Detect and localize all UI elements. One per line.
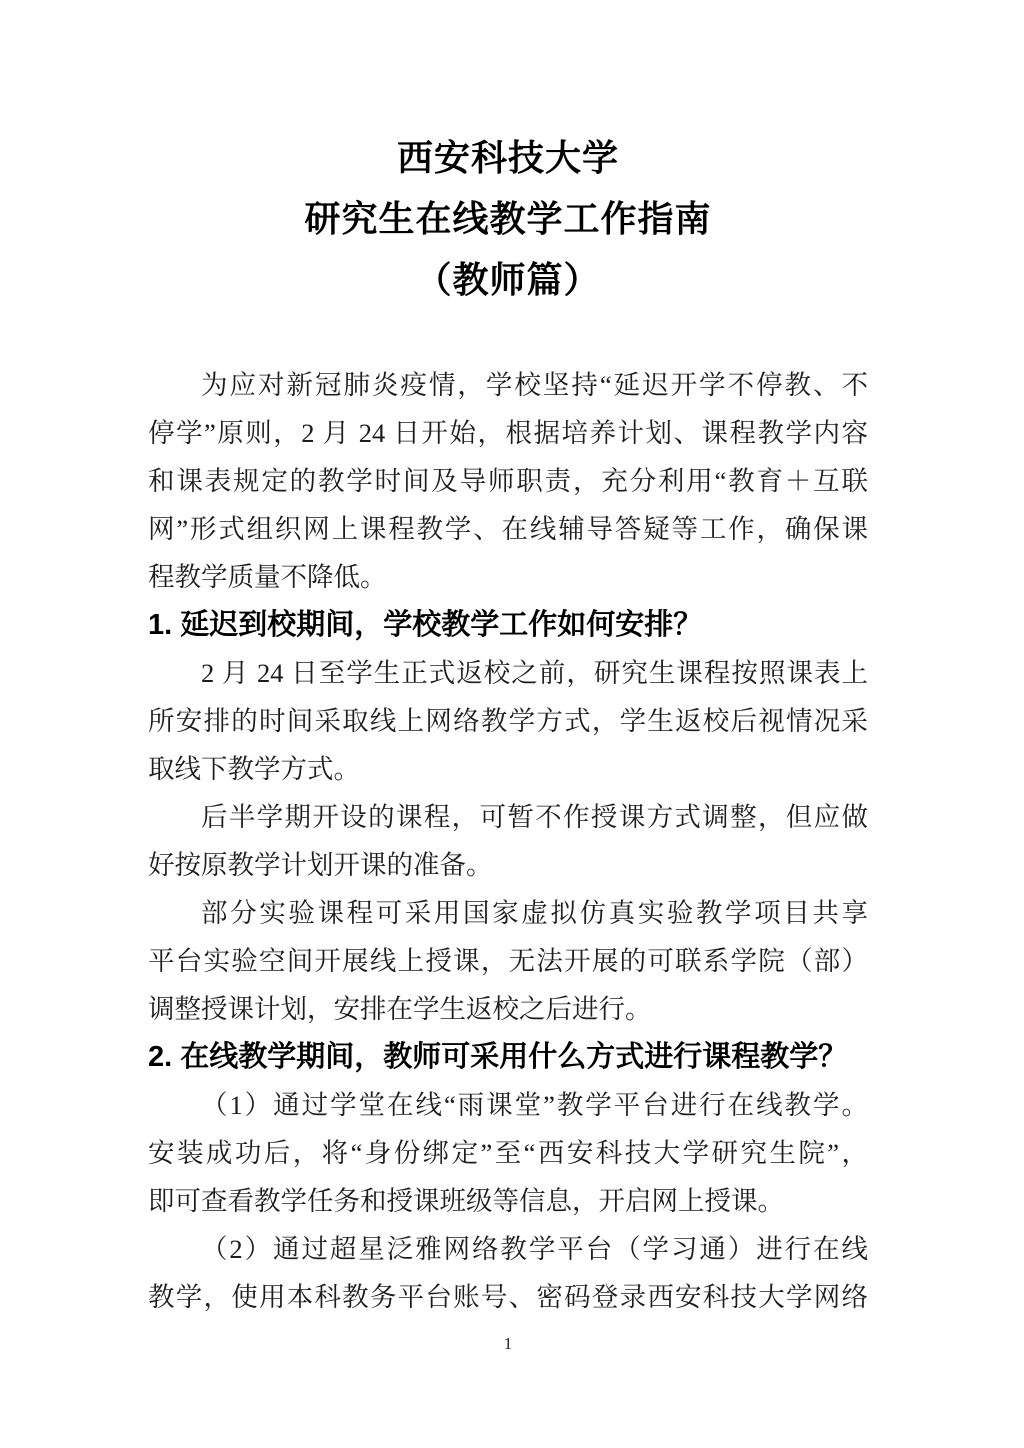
paragraph-line: 好按原教学计划开课的准备。 xyxy=(148,850,493,880)
paragraph-line: 部分实验课程可采用国家虚拟仿真实验教学项目共享 xyxy=(201,898,868,928)
paragraph-line: 程教学质量不降低。 xyxy=(148,562,387,592)
paragraph xyxy=(148,1081,868,1225)
document-title-line: （教师篇） xyxy=(415,260,601,300)
paragraph-line: 平台实验空间开展线上授课，无法开展的可联系学院（部） xyxy=(148,946,868,976)
paragraph-line: 调整授课计划，安排在学生返校之后进行。 xyxy=(148,994,652,1024)
paragraph-line: 后半学期开设的课程，可暂不作授课方式调整，但应做 xyxy=(201,802,868,832)
paragraph-line: 安装成功后，将“身份绑定”至“西安科技大学研究生院”， xyxy=(148,1138,868,1168)
paragraph xyxy=(148,889,868,1033)
section-heading: 1. 延迟到校期间，学校教学工作如何安排？ xyxy=(148,609,703,641)
paragraph-line: 网”形式组织网上课程教学、在线辅导答疑等工作，确保课 xyxy=(148,514,868,544)
paragraph xyxy=(148,361,868,601)
document-content xyxy=(148,128,868,1321)
paragraph-line: 取线下教学方式。 xyxy=(148,754,360,784)
page-footer xyxy=(148,1334,868,1354)
paragraph xyxy=(148,1225,868,1321)
document-title-line: 研究生在线教学工作指南 xyxy=(304,199,712,239)
paragraph xyxy=(148,793,868,889)
document-title xyxy=(148,128,868,311)
paragraph-line: 和课表规定的教学时间及导师职责，充分利用“教育＋互联 xyxy=(148,466,868,496)
document-body xyxy=(148,361,868,1321)
paragraph-line: （1）通过学堂在线“雨课堂”教学平台进行在线教学。 xyxy=(201,1090,868,1120)
paragraph-line: 2 月 24 日至学生正式返校之前，研究生课程按照课表上 xyxy=(201,658,868,688)
paragraph-line: 所安排的时间采取线上网络教学方式，学生返校后视情况采 xyxy=(148,706,868,736)
section-heading: 2. 在线教学期间，教师可采用什么方式进行课程教学？ xyxy=(148,1041,848,1073)
paragraph-line: （2）通过超星泛雅网络教学平台（学习通）进行在线 xyxy=(201,1234,868,1264)
page-number: 1 xyxy=(503,1334,513,1353)
paragraph-line: 教学，使用本科教务平台账号、密码登录西安科技大学网络 xyxy=(148,1282,868,1312)
paragraph xyxy=(148,649,868,793)
paragraph-line: 即可查看教学任务和授课班级等信息，开启网上授课。 xyxy=(148,1186,784,1216)
paragraph-line: 停学”原则，2 月 24 日开始，根据培养计划、课程教学内容 xyxy=(148,418,868,448)
paragraph-line: 为应对新冠肺炎疫情，学校坚持“延迟开学不停教、不 xyxy=(201,370,868,400)
document-title-line: 西安科技大学 xyxy=(396,138,619,178)
